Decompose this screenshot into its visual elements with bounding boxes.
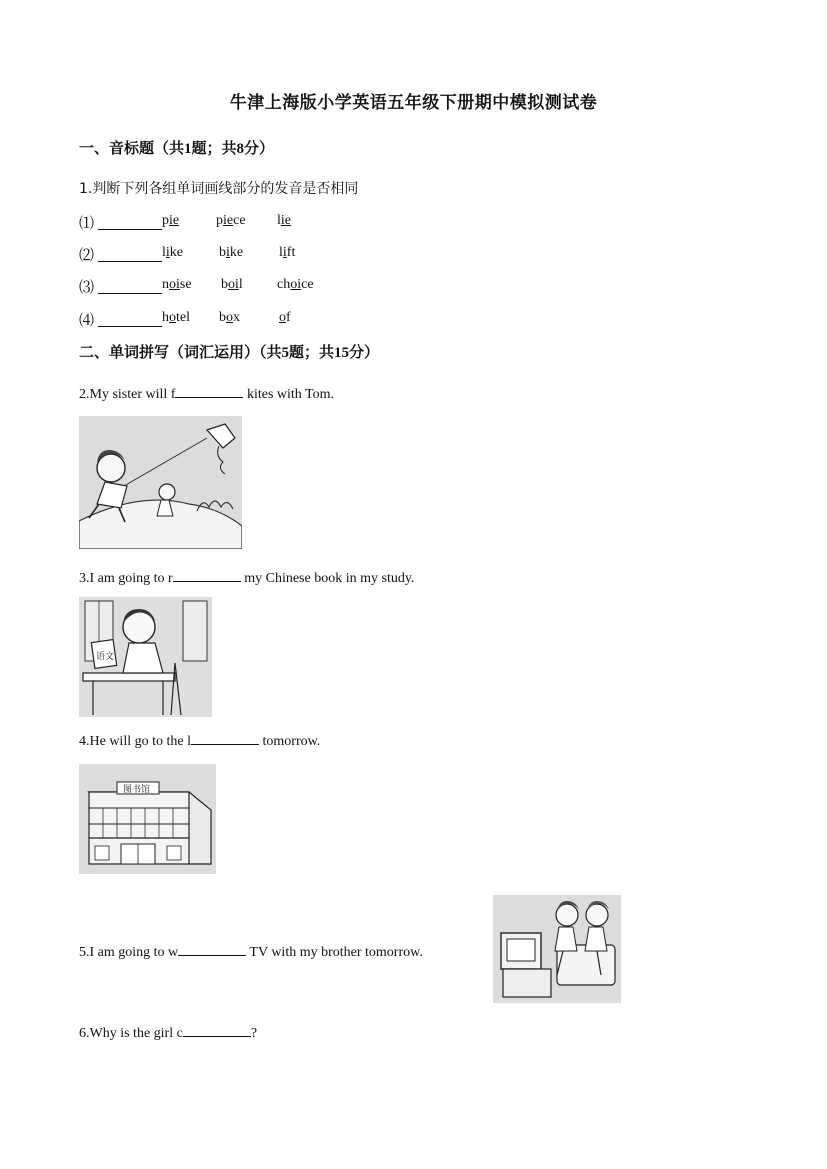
phonics-row-number: ⑷ [79,313,95,329]
phonics-word [277,213,291,229]
underlined-letters: ie [280,213,291,228]
q5-text-after: TV with my brother tomorrow. [246,945,423,960]
underlined-letters: oi [290,277,302,292]
word-part: se [179,277,192,292]
word-part: x [233,310,240,325]
library-building-picture [79,764,216,874]
question-5 [79,941,423,961]
phonics-row-number: ⑴ [79,216,95,232]
word-part: ce [301,277,314,292]
question-3 [79,567,414,587]
phonics-word [162,277,192,293]
word-part: ce [233,213,246,228]
word-part: b [219,310,226,325]
phonics-answer-blank[interactable] [98,312,162,327]
phonics-row-number: ⑶ [79,280,95,296]
underlined-letters: i [165,245,170,260]
question-6 [79,1022,257,1042]
word-part: tel [176,310,190,325]
phonics-word [162,245,183,261]
word-part: ft [286,245,296,260]
word-part: ke [229,245,244,260]
underlined-letters: i [226,245,230,260]
q3-text-before: 3.I am going to r [79,571,173,586]
q3-answer-blank[interactable] [173,567,241,582]
q1-prompt: 1.判断下列各组单词画线部分的发音是否相同 [79,181,359,197]
q6-text-after: ? [250,1026,258,1041]
watching-tv-picture [493,895,621,1003]
phonics-word [279,310,291,326]
word-part: l [277,213,281,228]
word-part: b [221,277,228,292]
underlined-letters: o [226,310,233,325]
phonics-answer-blank[interactable] [98,247,162,262]
underlined-letters: ie [169,213,180,228]
word-part: ch [277,277,291,292]
phonics-word [219,245,243,261]
q2-answer-blank[interactable] [175,383,243,398]
q2-text-after: kites with Tom. [243,387,334,402]
phonics-word [162,213,179,229]
section2-heading: 二、单词拼写（词汇运用）（共5题；共15分） [79,345,380,361]
phonics-answer-blank[interactable] [98,279,162,294]
underlined-letters: o [169,310,176,325]
underlined-letters: o [279,310,286,325]
word-part: p [162,213,169,228]
q4-text-before: 4.He will go to the l [79,734,191,749]
word-part: l [279,245,283,260]
word-part: l [162,245,166,260]
word-part: b [219,245,226,260]
q2-text-before: 2.My sister will f [79,387,176,402]
phonics-answer-blank[interactable] [98,215,162,230]
q4-answer-blank[interactable] [191,730,259,745]
phonics-word [162,310,190,326]
underlined-letters: oi [228,277,239,292]
word-part: n [162,277,169,292]
phonics-row-number: ⑵ [79,248,95,264]
phonics-word [277,277,314,293]
q5-text-before: 5.I am going to w [79,945,179,960]
phonics-word [279,245,295,261]
word-part: ke [169,245,183,260]
library-sign-text: 图书馆 [123,785,151,795]
section1-heading: 一、音标题（共1题；共8分） [79,141,275,157]
underlined-letters: i [282,245,287,260]
question-2 [79,383,334,403]
underlined-letters: ie [223,213,234,228]
q6-answer-blank[interactable] [183,1022,251,1037]
word-part: f [286,310,291,325]
phonics-word [216,213,246,229]
q5-answer-blank[interactable] [178,941,246,956]
book-title-text: 语文 [96,652,115,662]
phonics-word [221,277,243,293]
underlined-letters: oi [169,277,180,292]
q3-text-after: my Chinese book in my study. [240,571,415,586]
q6-text-before: 6.Why is the girl c [79,1026,183,1041]
word-part: l [238,277,243,292]
question-4 [79,730,320,750]
phonics-word [219,310,240,326]
reading-book-picture [79,597,212,717]
kite-flying-picture [79,416,242,549]
word-part: h [162,310,169,325]
q4-text-after: tomorrow. [259,734,321,749]
word-part: p [216,213,223,228]
page-title: 牛津上海版小学英语五年级下册期中模拟测试卷 [229,93,598,112]
